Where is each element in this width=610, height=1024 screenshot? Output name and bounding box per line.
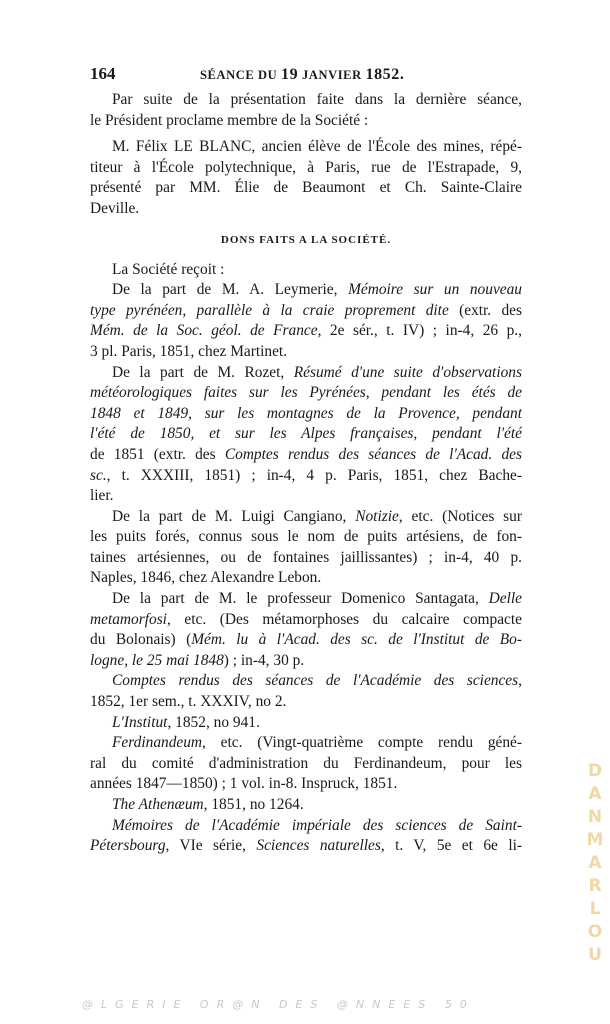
gift-athenaeum: The Athenæum, 1851, no 1264.	[112, 796, 304, 813]
footer-watermark: @LGERIE OR@N DES @NNEES 50	[82, 998, 475, 1011]
side-watermark: DANMARLOU	[586, 761, 604, 965]
page-body	[90, 90, 522, 857]
section-title: DONS FAITS A LA SOCIÉTÉ.	[220, 233, 392, 246]
new-member-paragraph: M. Félix LE BLANC, ancien élève de l'École des mines, répé- titeur à l'École polytechnique, à Paris, rue de l'Estrapade, 9, présenté par MM. Élie de Beaumont et Ch. Sainte-Claire Deville.	[90, 138, 522, 217]
page-header	[90, 64, 520, 86]
gift-santagata: De la part de M. le professeur Domenico Santagata, Delle metamorfosi, etc. (Des métamorphoses du calcaire compacte du Bolonais) (Mém. lu à l'Acad. des sc. de l'Institut de Bo- logne, le 25 mai 1848) ; in-4, 30 p.	[90, 590, 522, 669]
gift-leymerie: De la part de M. A. Leymerie, Mémoire sur un nouveau type pyrénéen, parallèle à la craie proprement dite (extr. des Mém. de la Soc. géol. de France, 2e sér., t. IV) ; in-4, 26 p., 3 pl. Paris, 1851, chez Martinet.	[90, 281, 522, 360]
gift-cangiano: De la part de M. Luigi Cangiano, Notizie, etc. (Notices sur les puits forés, connus sous le nom de puits artésiens, de fon- taines artésiennes, ou de fontaines jaillissantes) ; in-4, 40 p. Naples, 1846, chez Alexandre Lebon.	[90, 507, 522, 587]
gift-rozet: De la part de M. Rozet, Résumé d'une suite d'observations météorologiques faites sur les Pyrénées, pendant les étés de 1848 et 1849, sur les montagnes de la Provence, pendant l'été de 1850, et sur les Alpes françaises, pendant l'été de 1851 (extr. des Comptes rendus des séances de l'Acad. des sc., t. XXXIII, 1851) ; in-4, 4 p. Paris, 1851, chez Bache- lier.	[90, 363, 522, 505]
intro-paragraph: Par suite de la présentation faite dans la dernière séance, le Président proclame membre de la Société :	[90, 91, 522, 129]
receives-line: La Société reçoit :	[112, 260, 225, 278]
gift-petersbourg: Mémoires de l'Académie impériale des sciences de Saint- Pétersbourg, VIe série, Sciences naturelles, t. V, 5e et 6e li-	[90, 816, 522, 855]
running-title: SÉANCE DU 19 JANVIER 1852.	[200, 66, 405, 83]
page-number: 164	[90, 64, 116, 83]
gift-ferdinandeum: Ferdinandeum, etc. (Vingt-quatrième compte rendu géné- ral du comité d'administration du Ferdinandeum, pour les années 1847—1850) ; 1 vol. in-8. Inspruck, 1851.	[90, 734, 522, 793]
gift-institut: L'Institut, 1852, no 941.	[112, 713, 260, 731]
gift-comptes-rendus: Comptes rendus des séances de l'Académie des sciences, 1852, 1er sem., t. XXXIV, no 2.	[90, 672, 522, 711]
